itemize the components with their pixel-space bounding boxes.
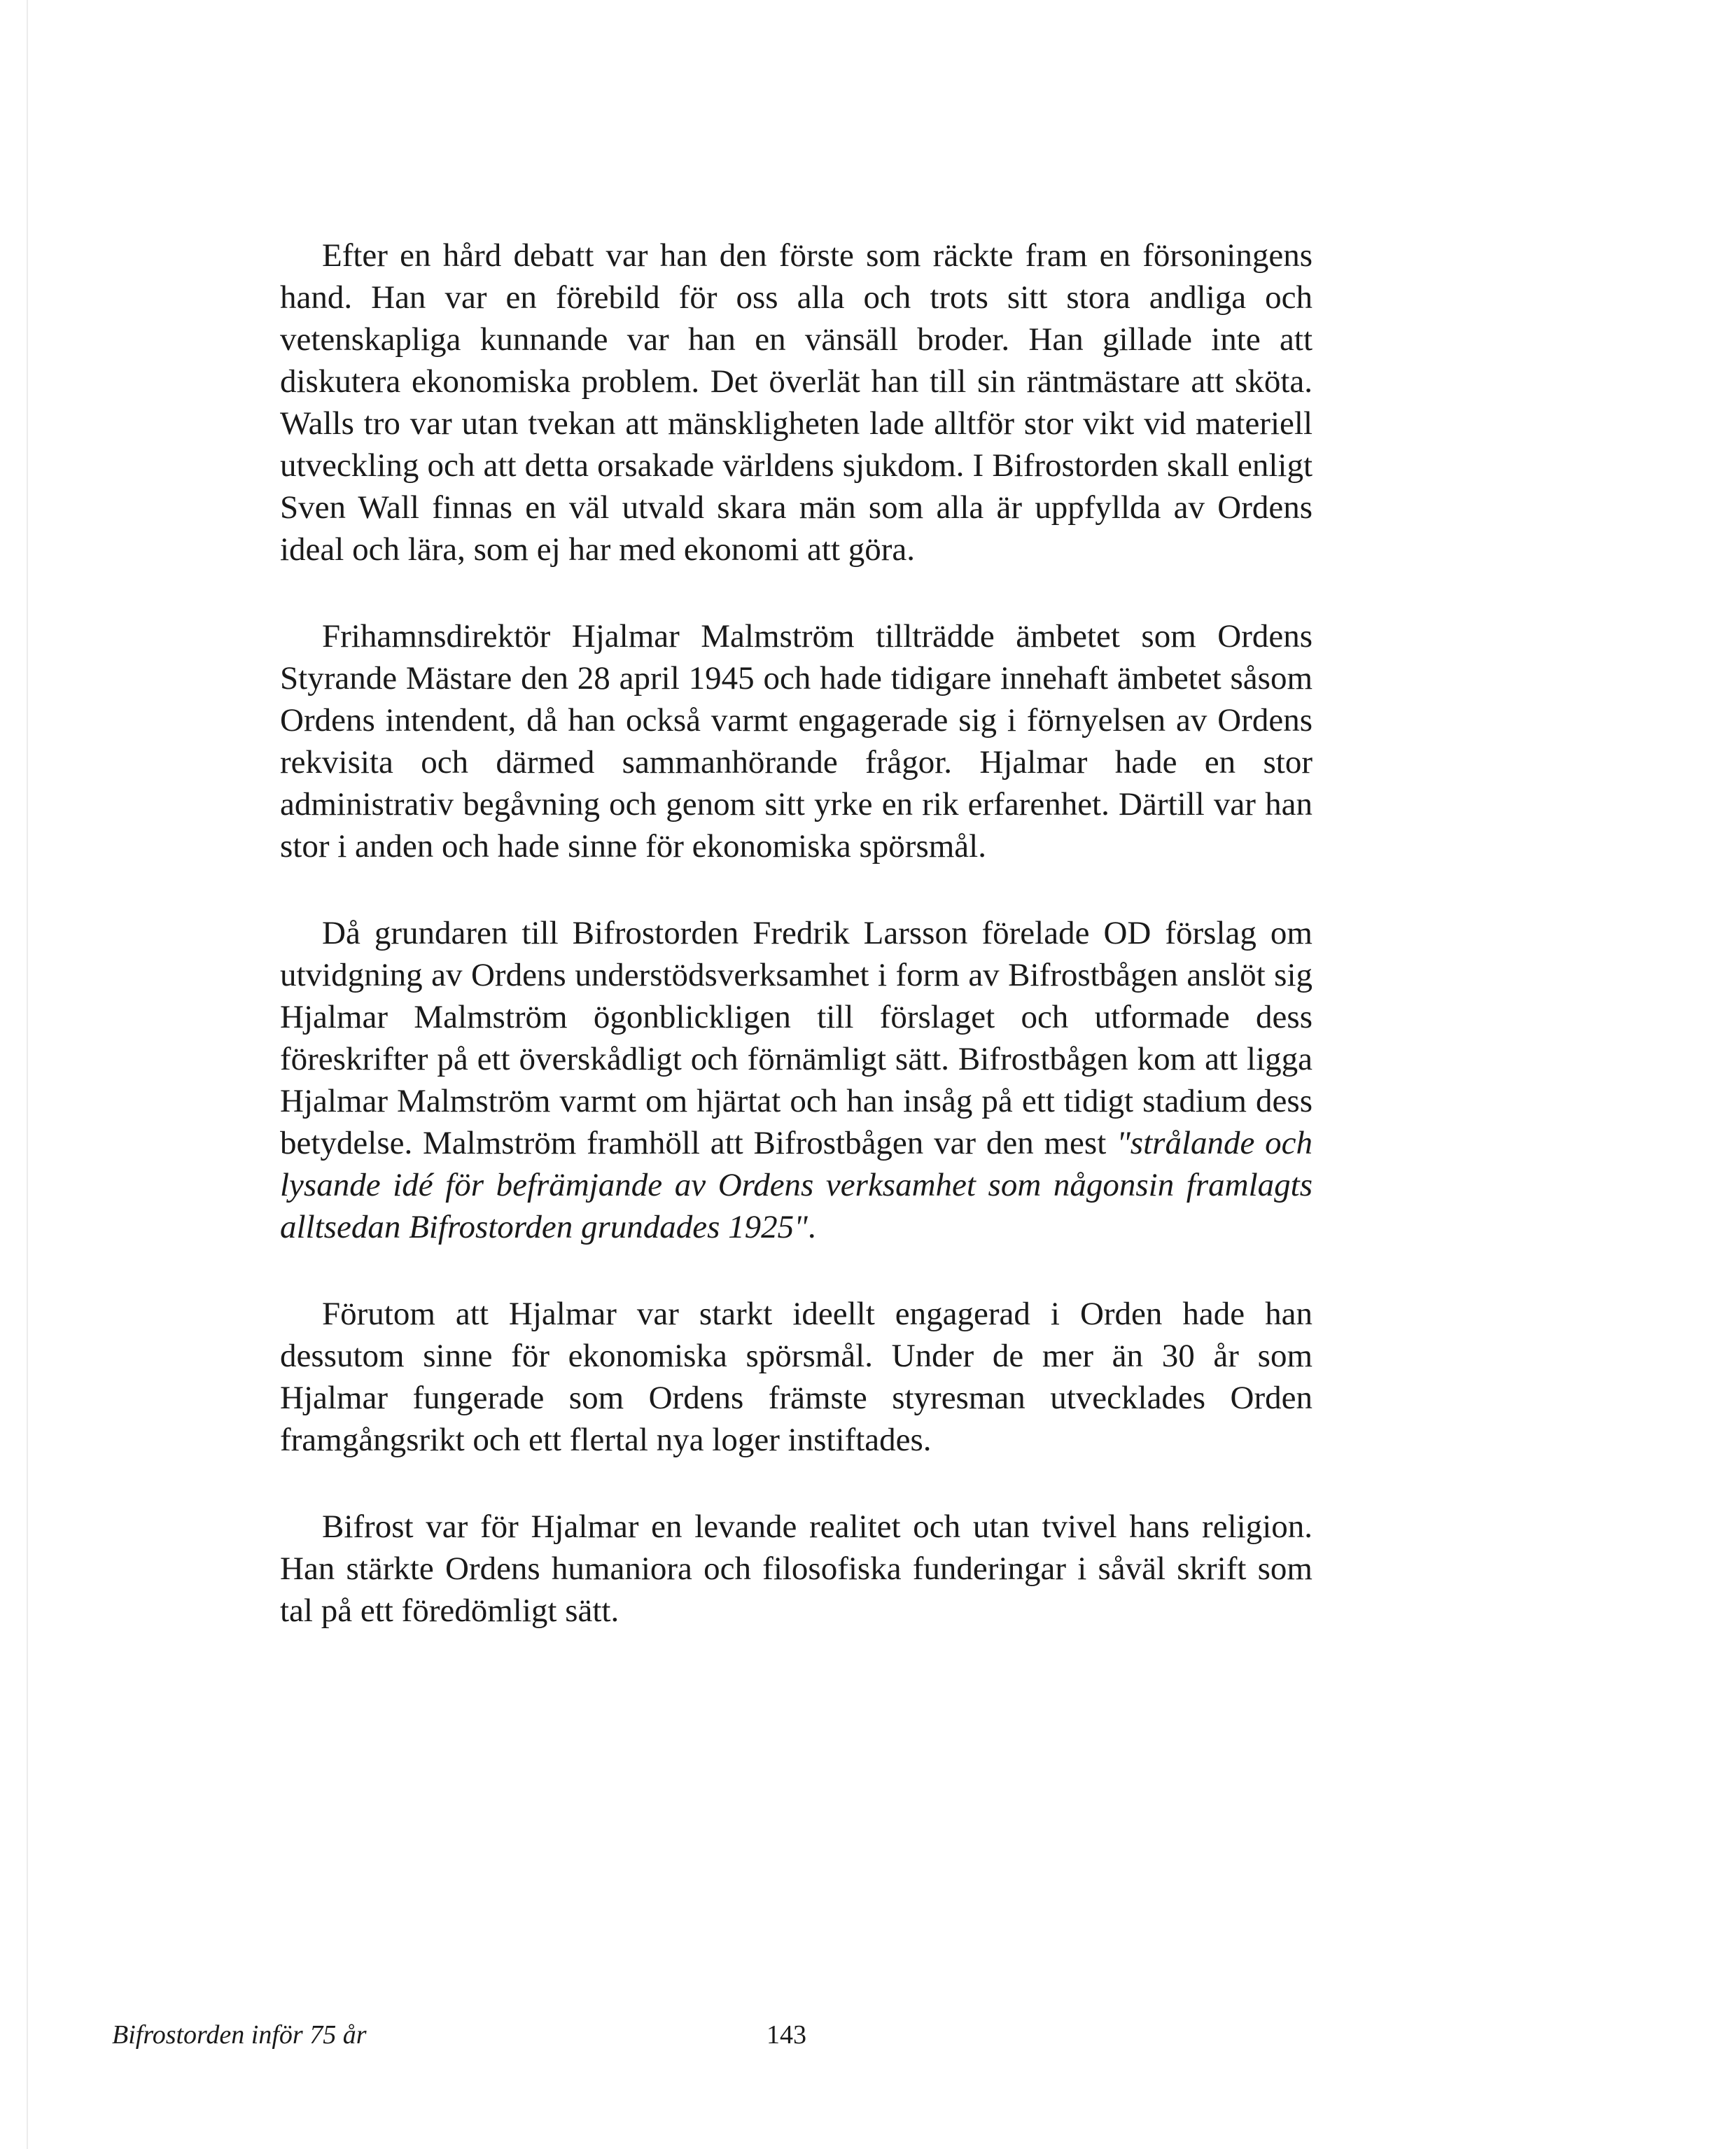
italic-quote: "strålande och lysande idé för befrämjande av Ordens verksamhet som någonsin framlagts alltsedan Bifrostorden grundades 1925": [280, 1125, 1312, 1245]
paragraph-text: Efter en hård debatt var han den förste som räckte fram en försoningens hand. Han var en förebild för oss alla och trots sitt stora andliga och vetenskapliga kunnande var han en vänsäll broder. Han gillade inte att diskutera ekonomiska problem. Det överlät han till sin räntmästare att sköta. Walls tro var utan tvekan att mänskligheten lade alltför stor vikt vid materiell utveckling och att detta orsakade världens sjukdom. I Bifrostorden skall enligt Sven Wall finnas en väl utvald skara män som alla är uppfyllda av Ordens ideal och lära, som ej har med ekonomi att göra.: [280, 237, 1312, 568]
paragraph-end: .: [807, 1209, 816, 1245]
paragraph-text: Då grundaren till Bifrostorden Fredrik Larsson förelade OD förslag om utvidgning av Ordens understödsverksamhet i form av Bifrostbågen anslöt sig Hjalmar Malmström ögonblickligen till förslaget och utformade dess föreskrifter på ett överskådligt och förnämligt sätt. Bifrostbågen kom att ligga Hjalmar Malmström varmt om hjärtat och han insåg på ett tidigt stadium dess betydelse. Malmström framhöll att Bifrostbågen var den mest: [280, 915, 1312, 1161]
paragraph-hjalmar-malmstrom: [280, 615, 1312, 867]
paragraph-text: Förutom att Hjalmar var starkt ideellt engagerad i Orden hade han dessutom sinne för ekonomiska spörsmål. Under de mer än 30 år som Hjalmar fungerade som Ordens främste styresman utvecklades Orden framgångsrikt och ett flertal nya loger instiftades.: [280, 1296, 1312, 1458]
body-text: [280, 234, 1312, 1676]
paragraph-religion: [280, 1506, 1312, 1632]
paragraph-text: Bifrost var för Hjalmar en levande realitet och utan tvivel hans religion. Han stärkte Ordens humaniora och filosofiska funderingar i såväl skrift som tal på ett föredömligt sätt.: [280, 1508, 1312, 1629]
paragraph-text: Frihamnsdirektör Hjalmar Malmström tillträdde ämbetet som Ordens Styrande Mästare den 28 april 1945 och hade tidigare innehaft ämbetet såsom Ordens intendent, då han också varmt engagerade sig i förnyelsen av Ordens rekvisita och därmed sammanhörande frågor. Hjalmar hade en stor administrativ begåvning och genom sitt yrke en rik erfarenhet. Därtill var han stor i anden och hade sinne för ekonomiska spörsmål.: [280, 618, 1312, 864]
scan-edge-line: [27, 0, 28, 2149]
footer-book-title: Bifrostorden inför 75 år: [112, 2020, 367, 2050]
paragraph-sven-wall: [280, 234, 1312, 570]
footer-page-number: 143: [766, 2020, 806, 2050]
paragraph-economy: [280, 1293, 1312, 1461]
paragraph-bifrostbagen: [280, 912, 1312, 1248]
